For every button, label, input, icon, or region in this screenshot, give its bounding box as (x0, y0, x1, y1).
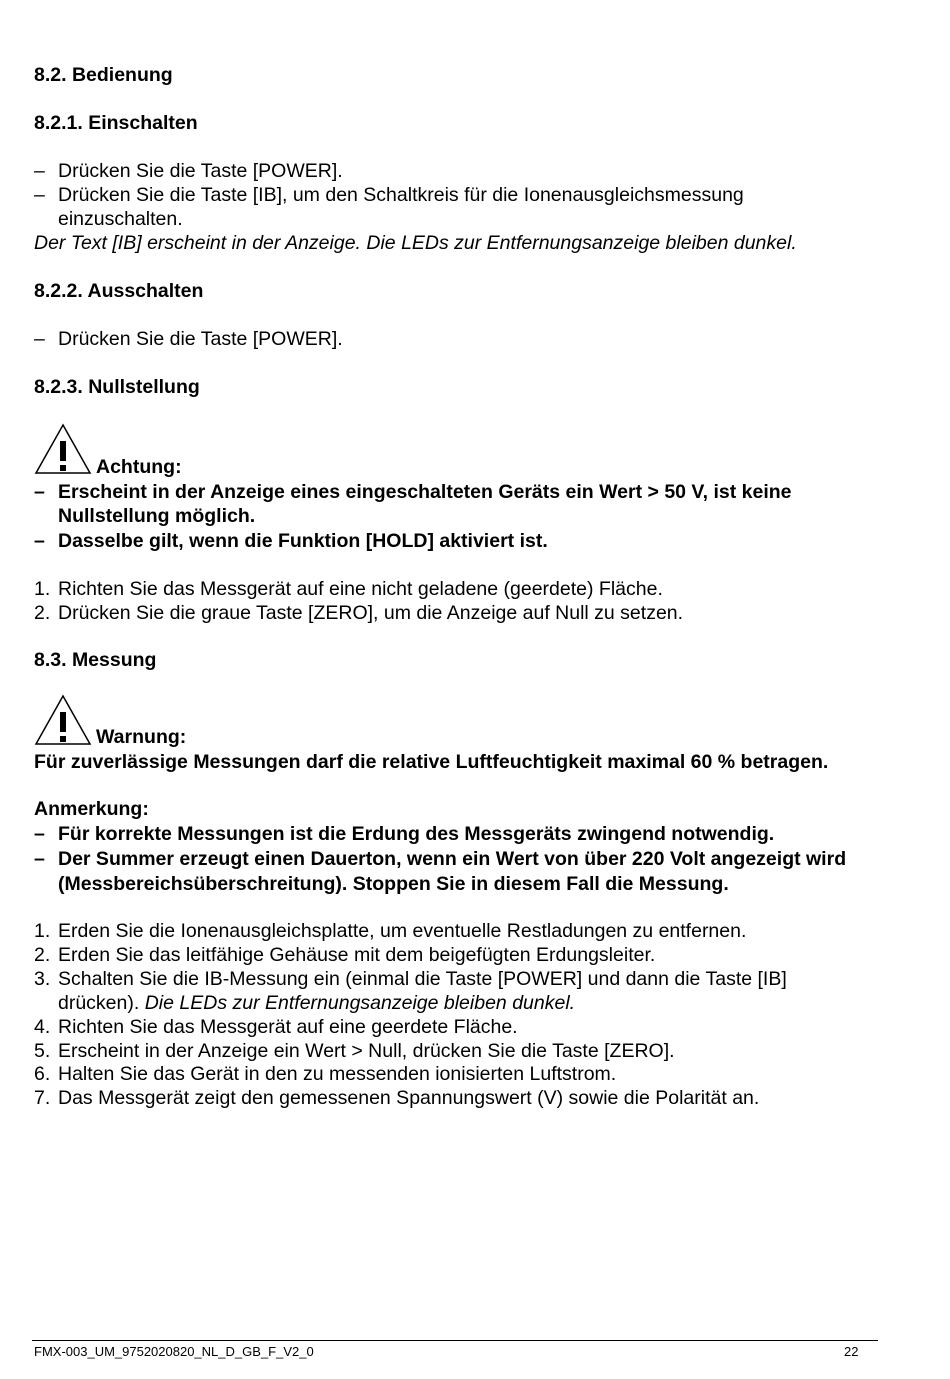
section-heading-8-2-2: 8.2.2. Ausschalten (34, 280, 204, 302)
section-heading-8-3: 8.3. Messung (34, 649, 157, 671)
footer-divider (32, 1340, 878, 1341)
note-text: Der Text [IB] erscheint in der Anzeige. Die LEDs zur Entfernungsanzeige bleiben dunkel. (34, 232, 797, 254)
warning-text: Für zuverlässige Messungen darf die relative Luftfeuchtigkeit maximal 60 % betragen. (34, 751, 829, 773)
caution-label: Achtung: (96, 456, 182, 478)
warning-label: Warnung: (96, 726, 187, 748)
dash-marker: – (34, 481, 45, 503)
page-number: 22 (844, 1344, 859, 1359)
section-heading-8-2-3: 8.2.3. Nullstellung (34, 376, 200, 398)
dash-marker: – (34, 328, 45, 350)
dash-marker: – (34, 530, 45, 552)
footer-doc-id: FMX-003_UM_9752020820_NL_D_GB_F_V2_0 (34, 1344, 314, 1359)
dash-marker: – (34, 160, 45, 182)
dash-marker: – (34, 823, 45, 845)
section-heading-8-2: 8.2. Bedienung (34, 64, 173, 86)
warning-triangle-icon (34, 694, 92, 746)
dash-marker: – (34, 848, 45, 870)
warning-triangle-icon (34, 423, 92, 475)
remark-label: Anmerkung: (34, 798, 149, 820)
section-heading-8-2-1: 8.2.1. Einschalten (34, 112, 198, 134)
dash-marker: – (34, 184, 45, 206)
